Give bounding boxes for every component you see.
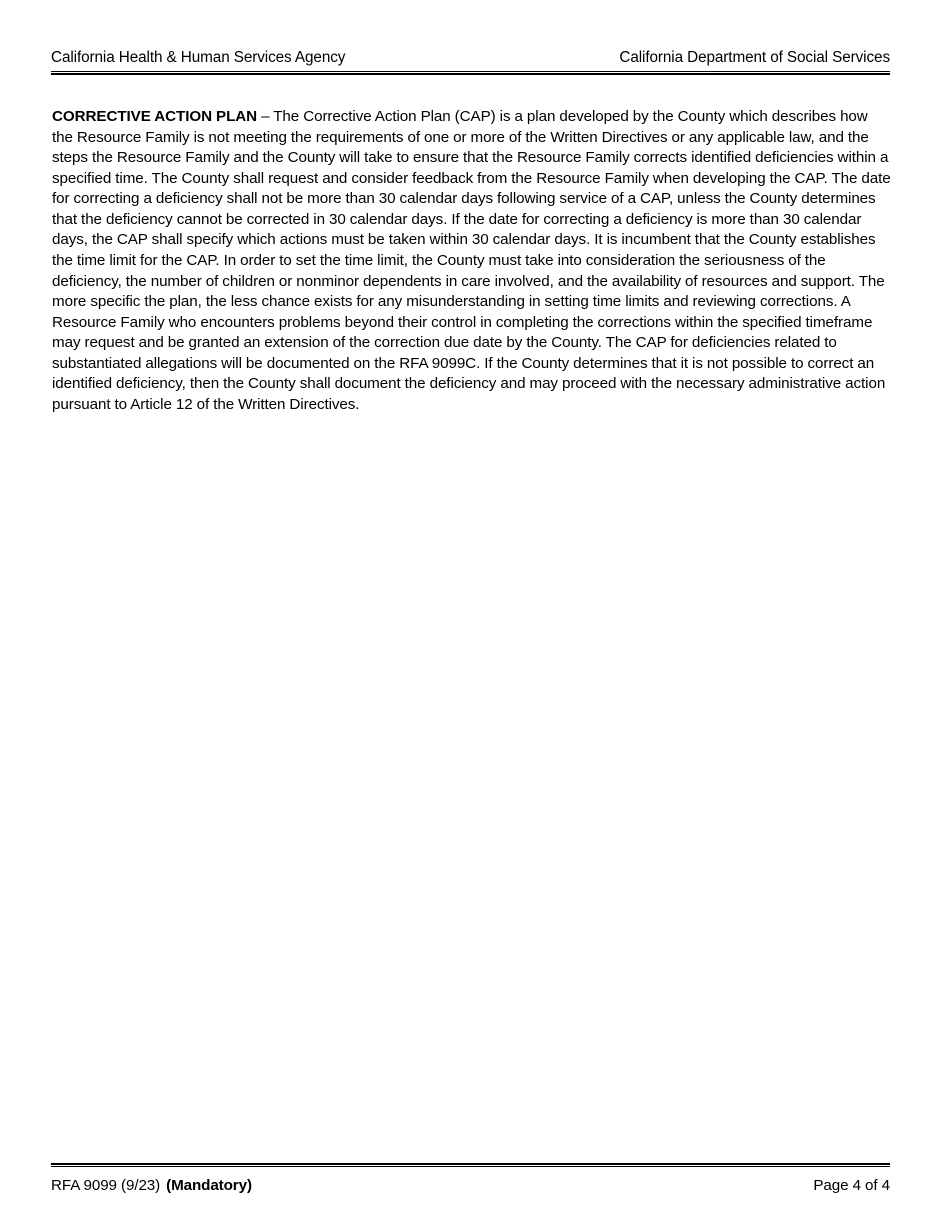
- header-divider: [51, 71, 890, 75]
- header-divider-thick-line: [51, 73, 890, 75]
- page-footer: [51, 1176, 890, 1195]
- corrective-action-plan-body: – The Corrective Action Plan (CAP) is a plan developed by the County which describes how the Resource Family is not meeting the requirements of one or more of the Written Directives or any applicable law, and the steps the Resource Family and the County will take to ensure that the Resource Family corrects identified deficiencies within a specified time. The County shall request and consider feedback from the Resource Family when developing the CAP. The date for correcting a deficiency shall not be more than 30 calendar days following service of a CAP, unless the County determines that the deficiency cannot be corrected in 30 calendar days. If the date for correcting a deficiency is more than 30 calendar days, the CAP shall specify which actions must be taken within 30 calendar days. It is incumbent that the County establishes the time limit for the CAP. In order to set the time limit, the County must take into consideration the seriousness of the deficiency, the number of children or nonminor dependents in care involved, and the availability of resources and support. The more specific the plan, the less chance exists for any misunderstanding in setting time limits and reviewing corrections. A Resource Family who encounters problems beyond their control in completing the corrections within the specified timeframe may request and be granted an extension of the correction due date by the County. The CAP for deficiencies related to substantiated allegations will be documented on the RFA 9099C. If the County determines that it is not possible to correct an identified deficiency, then the County shall document the deficiency and may proceed with the necessary administrative action pursuant to Article 12 of the Written Directives.: [52, 108, 891, 413]
- footer-form-id: RFA 9099 (9/23): [51, 1177, 161, 1194]
- footer-divider-thin-line: [51, 1166, 890, 1167]
- corrective-action-plan-heading: CORRECTIVE ACTION PLAN: [52, 108, 258, 126]
- footer-mandatory-label: (Mandatory): [166, 1177, 252, 1194]
- corrective-action-plan-paragraph: [52, 107, 892, 415]
- header-agency-name: California Health & Human Services Agency: [51, 49, 346, 66]
- header-department-name: California Department of Social Services: [619, 49, 890, 66]
- footer-form-info: [51, 1176, 252, 1195]
- footer-page-number: Page 4 of 4: [813, 1177, 890, 1194]
- footer-divider: [51, 1163, 890, 1167]
- page-header: [51, 48, 890, 67]
